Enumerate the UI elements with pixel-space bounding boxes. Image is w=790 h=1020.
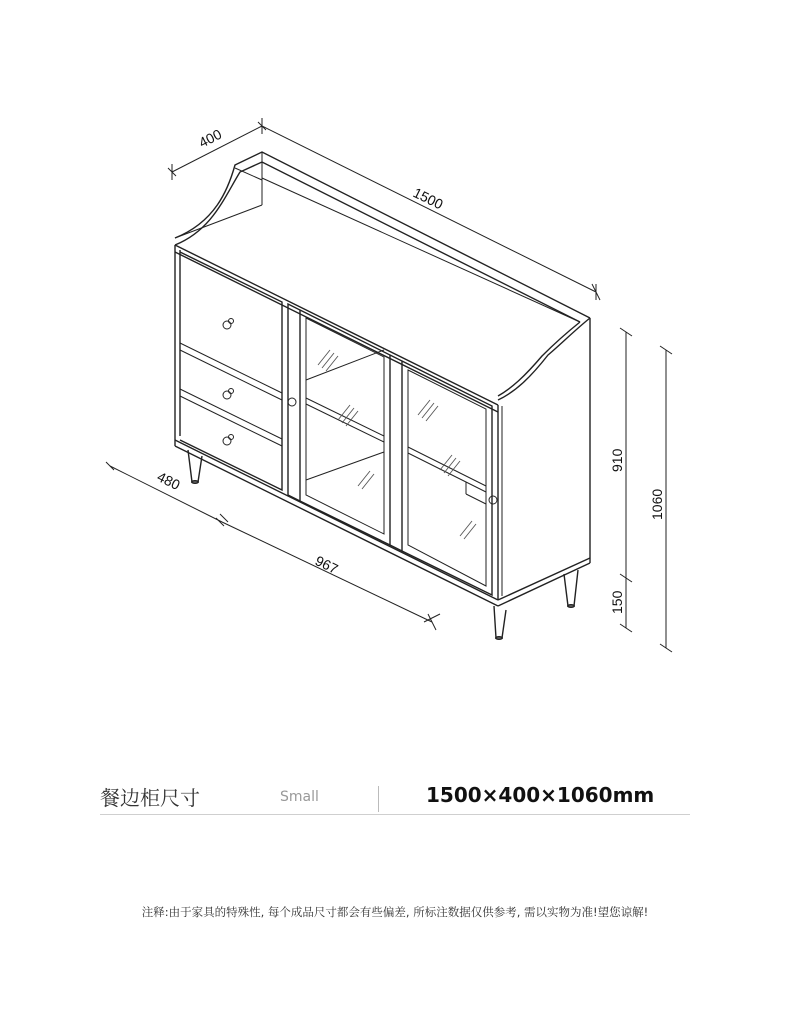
cabinet-body xyxy=(175,245,590,606)
dim-height-legs: 150 xyxy=(609,590,625,614)
dim-depth-bottom: 480 xyxy=(154,468,183,493)
left-drawer-column xyxy=(180,252,282,490)
spec-dimensions: 1500×400×1060mm xyxy=(426,783,655,807)
spec-size-label: Small xyxy=(280,789,319,805)
drawer-knob xyxy=(223,391,231,399)
dim-width-bottom: 967 xyxy=(312,552,341,577)
dim-height-body: 910 xyxy=(609,448,625,472)
spec-row xyxy=(100,780,690,814)
drawer-knob xyxy=(223,437,231,445)
drawer-knob xyxy=(223,321,231,329)
spec-title: 餐边柜尺寸 xyxy=(100,786,200,810)
dim-height-total: 1060 xyxy=(649,488,665,520)
cabinet-legs xyxy=(188,450,578,640)
door-knob xyxy=(489,496,497,504)
footnote: 注释:由于家具的特殊性, 每个成品尺寸都会有些偏差, 所标注数据仅供参考, 需以实物为准!望您谅解! xyxy=(141,905,649,919)
dim-depth-top: 400 xyxy=(196,125,225,151)
dimension-lines xyxy=(106,118,672,652)
spec-underline xyxy=(100,814,690,815)
door-knob xyxy=(288,398,296,406)
dim-width-top: 1500 xyxy=(410,184,446,213)
spec-separator xyxy=(378,786,379,812)
right-glass-door xyxy=(390,355,497,595)
